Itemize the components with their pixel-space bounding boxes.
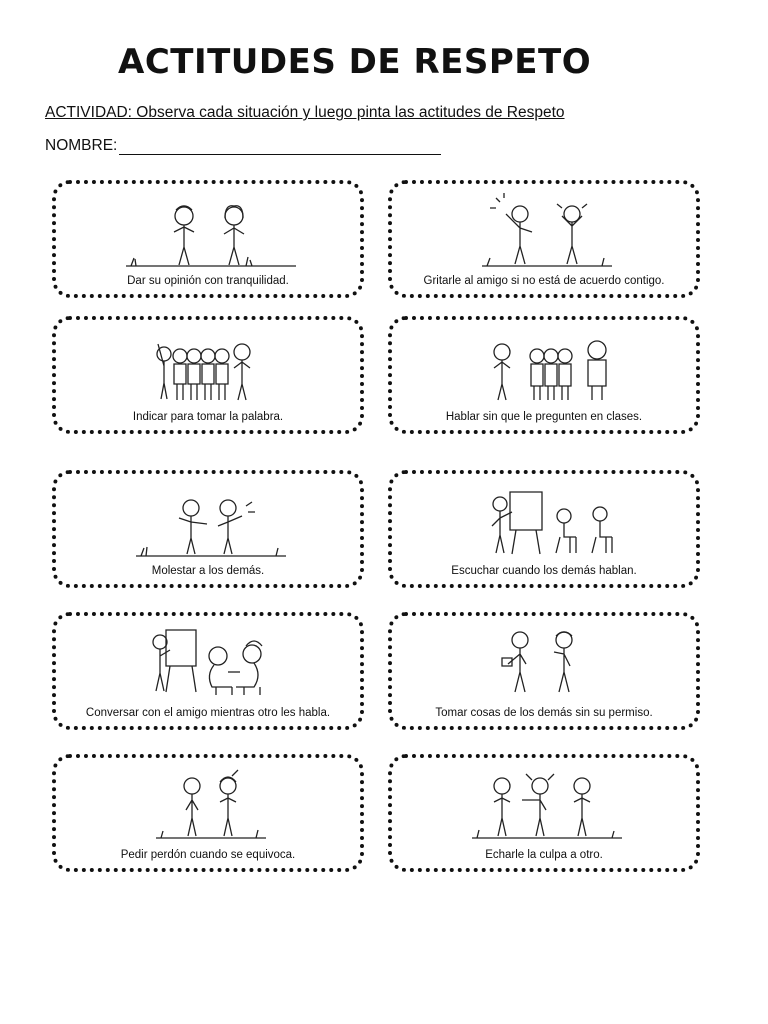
illustration-blaming-others (392, 762, 696, 842)
situation-caption: Echarle la culpa a otro. (485, 849, 603, 861)
name-label: NOMBRE: (45, 137, 118, 154)
situation-card-2[interactable] (388, 180, 700, 298)
situation-caption: Dar su opinión con tranquilidad. (127, 275, 289, 287)
illustration-taking-things (392, 620, 696, 700)
name-row (45, 137, 441, 155)
situation-caption: Conversar con el amigo mientras otro les habla. (85, 707, 331, 719)
activity-instruction: ACTIVIDAD: Observa cada situación y luego pinta las actitudes de Respeto (45, 104, 565, 121)
situation-caption: Indicar para tomar la palabra. (132, 411, 284, 423)
illustration-listening-to-teacher (392, 478, 696, 558)
situation-caption: Hablar sin que le pregunten en clases. (445, 411, 643, 423)
name-write-line[interactable] (119, 140, 441, 155)
illustration-speaking-out-of-turn (392, 324, 696, 404)
situation-card-10[interactable] (388, 754, 700, 872)
illustration-raising-hand (56, 324, 360, 404)
situation-card-9[interactable] (52, 754, 364, 872)
situation-caption: Gritarle al amigo si no está de acuerdo contigo. (423, 275, 665, 287)
situation-card-1[interactable] (52, 180, 364, 298)
illustration-bothering-others (56, 478, 360, 558)
illustration-two-kids-talking (56, 188, 360, 268)
situation-card-3[interactable] (52, 316, 364, 434)
illustration-apologizing (56, 762, 360, 842)
illustration-chatting-during-class (56, 620, 360, 700)
illustration-kid-shouting (392, 188, 696, 268)
situation-caption: Escuchar cuando los demás hablan. (451, 565, 637, 577)
situation-card-7[interactable] (52, 612, 364, 730)
situation-card-6[interactable] (388, 470, 700, 588)
situation-caption: Molestar a los demás. (151, 565, 265, 577)
situation-card-5[interactable] (52, 470, 364, 588)
situation-card-4[interactable] (388, 316, 700, 434)
situation-caption: Pedir perdón cuando se equivoca. (120, 849, 296, 861)
situation-caption: Tomar cosas de los demás sin su permiso. (435, 707, 653, 719)
worksheet-title: ACTITUDES DE RESPETO (118, 42, 592, 82)
situation-card-8[interactable] (388, 612, 700, 730)
